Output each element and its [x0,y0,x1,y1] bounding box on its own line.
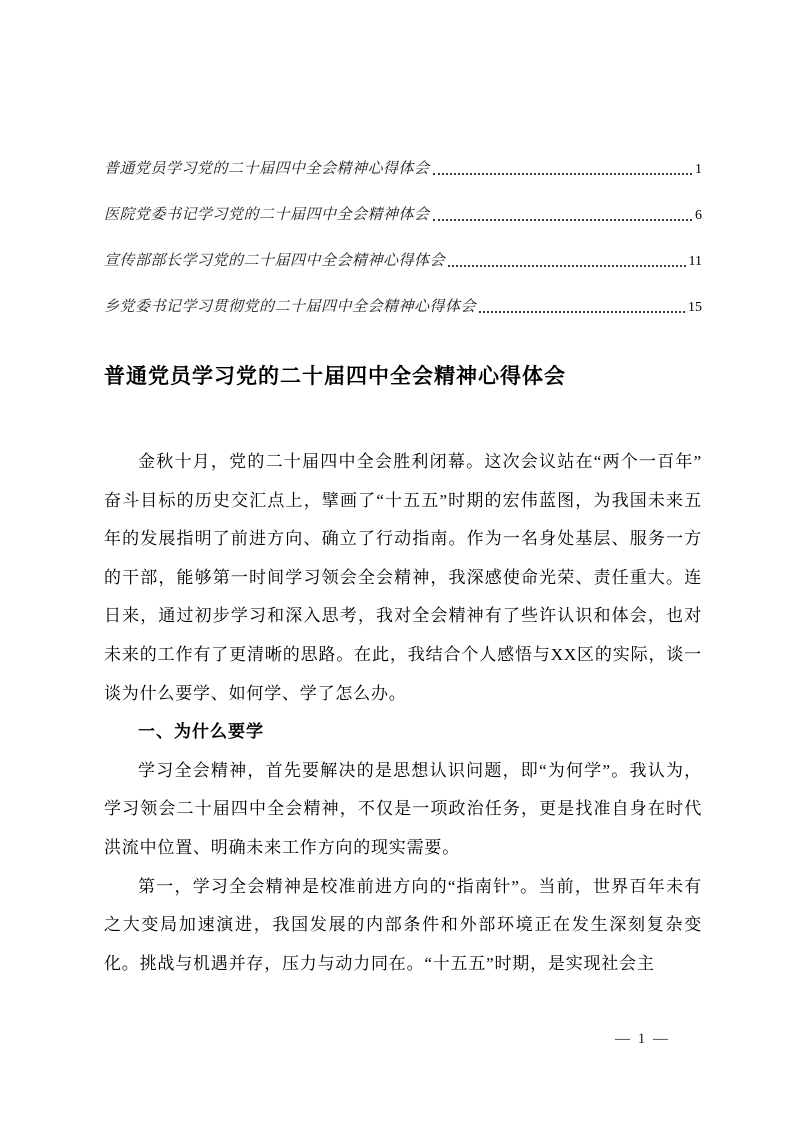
toc-entry[interactable] [104,250,702,270]
body-paragraph: 金秋十月，党的二十届四中全会胜利闭幕。这次会议站在“两个一百年”奋斗目标的历史交汇点上，擘画了“十五五”时期的宏伟蓝图，为我国未来五年的发展指明了前进方向、确立了行动指南。作为一名身处基层、服务一方的干部，能够第一时间学习领会全会精神，我深感使命光荣、责任重大。连日来，通过初步学习和深入思考，我对全会精神有了些许认识和体会，也对未来的工作有了更清晰的思路。在此，我结合个人感悟与XX区的实际，谈一谈为什么要学、如何学、学了怎么办。 [104,452,702,703]
toc-dot-leader [479,311,685,313]
article-body [104,443,702,983]
article-title: 普通党员学习党的二十届四中全会精神心得体会 [104,365,566,388]
toc-dot-leader [433,173,692,175]
toc-entry[interactable] [104,296,702,316]
toc-entry[interactable] [104,158,702,178]
toc-dot-leader [433,219,692,221]
toc-entry-page-number: 6 [695,208,702,223]
table-of-contents [104,158,702,342]
toc-entry-page-number: 15 [688,300,702,315]
section-heading: 一、为什么要学 [138,722,264,742]
toc-entry-title: 医院党委书记学习党的二十届四中全会精神体会 [104,207,430,223]
footer-page-number: — 1 — [615,1031,670,1047]
toc-entry-page-number: 11 [688,254,702,269]
toc-dot-leader [448,265,686,267]
body-paragraph: 学习全会精神，首先要解决的是思想认识问题，即“为何学”。我认为，学习领会二十届四中全会精神，不仅是一项政治任务，更是找准自身在时代洪流中位置、明确未来工作方向的现实需要。 [104,760,702,857]
toc-entry-title: 宣传部部长学习党的二十届四中全会精神心得体会 [104,253,446,269]
body-paragraph: 第一，学习全会精神是校准前进方向的“指南针”。当前，世界百年未有之大变局加速演进，我国发展的内部条件和外部环境正在发生深刻复杂变化。挑战与机遇并存，压力与动力同在。“十五五”时期，是实现社会主 [104,876,702,973]
toc-entry-page-number: 1 [695,162,702,177]
toc-entry[interactable] [104,204,702,224]
toc-entry-title: 乡党委书记学习贯彻党的二十届四中全会精神心得体会 [104,299,477,315]
toc-entry-title: 普通党员学习党的二十届四中全会精神心得体会 [104,161,430,177]
